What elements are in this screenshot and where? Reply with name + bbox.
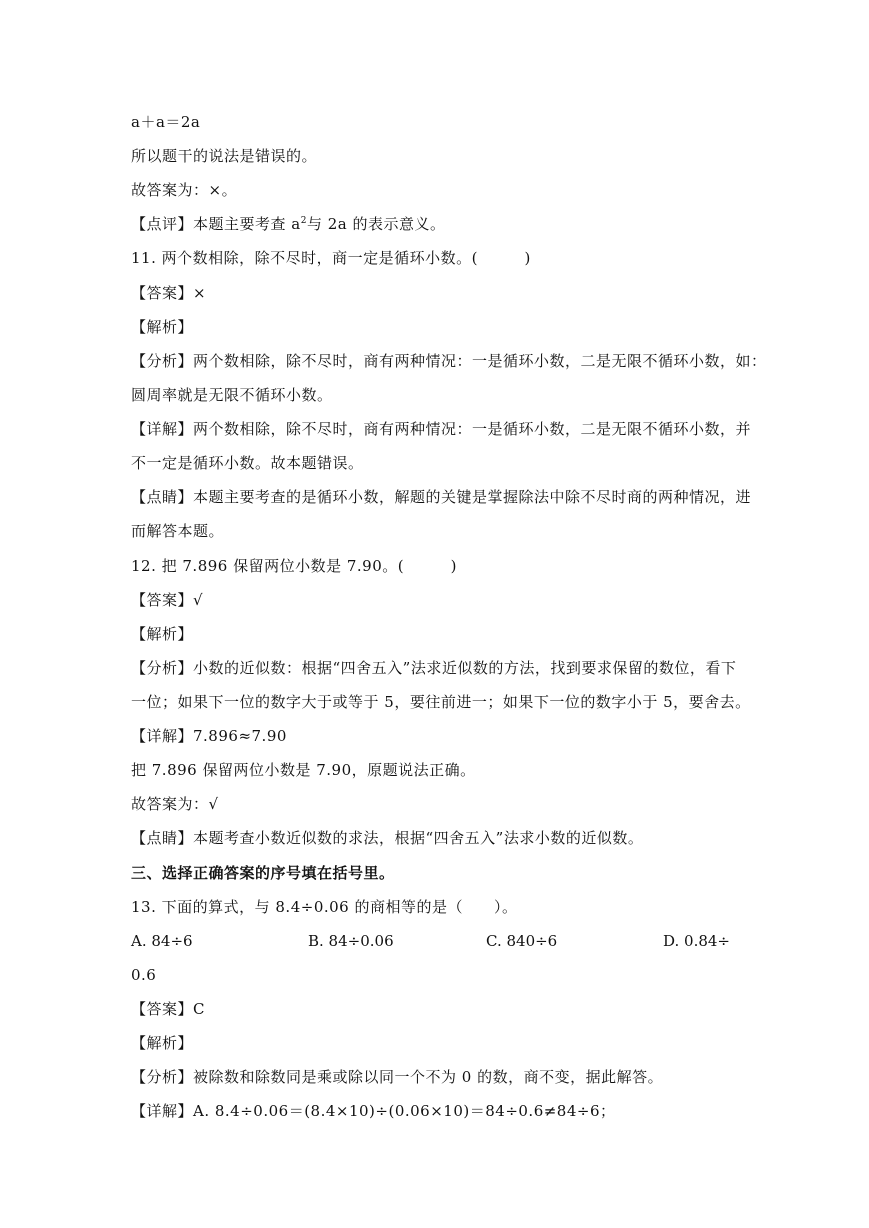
remark-11-line-2: 而解答本题。 (131, 522, 225, 540)
section-heading: 三、选择正确答案的序号填在括号里。 (131, 864, 395, 882)
answer-13: 【答案】C (131, 1000, 205, 1018)
answer-12-final: 故答案为：√ (131, 795, 219, 813)
exponent: 2 (300, 216, 307, 226)
analysis-heading-12: 【解析】 (131, 625, 194, 643)
option-d: D. 0.84÷ (663, 932, 730, 950)
question-11: 11. 两个数相除，除不尽时，商一定是循环小数。( ) (131, 249, 531, 267)
comment-text-a: 【点评】本题主要考查 a (131, 215, 301, 233)
remark-11-line-1: 【点睛】本题主要考查的是循环小数，解题的关键是掌握除法中除不尽时商的两种情况，进 (131, 488, 752, 506)
comment-text-b: 与 2a 的表示意义。 (306, 215, 446, 233)
analysis-heading-11: 【解析】 (131, 318, 194, 336)
question-13: 13. 下面的算式，与 8.4÷0.06 的商相等的是（ ）。 (131, 898, 518, 916)
comment-line (131, 213, 445, 235)
analysis-12-line-1: 【分析】小数的近似数：根据“四舍五入”法求近似数的方法，找到要求保留的数位，看下 (131, 659, 737, 677)
option-b: B. 84÷0.06 (308, 932, 394, 950)
analysis-12-line-2: 一位；如果下一位的数字大于或等于 5，要往前进一；如果下一位的数字小于 5，要舍去。 (131, 693, 751, 711)
question-12: 12. 把 7.896 保留两位小数是 7.90。( ) (131, 557, 457, 575)
option-a: A. 84÷6 (131, 932, 193, 950)
equation-line: a＋a＝2a (131, 113, 201, 131)
answer-11: 【答案】× (131, 284, 207, 302)
answer-12: 【答案】√ (131, 591, 204, 609)
option-c: C. 840÷6 (486, 932, 558, 950)
detail-12-line-1: 【详解】7.896≈7.90 (131, 727, 287, 745)
detail-13: 【详解】A. 8.4÷0.06＝(8.4×10)÷(0.06×10)＝84÷0.6≠84÷6； (131, 1102, 616, 1120)
analysis-13: 【分析】被除数和除数同是乘或除以同一个不为 0 的数，商不变，据此解答。 (131, 1068, 664, 1086)
detail-11-line-1: 【详解】两个数相除，除不尽时，商有两种情况：一是循环小数，二是无限不循环小数，并 (131, 420, 752, 438)
remark-12: 【点睛】本题考查小数近似数的求法，根据“四舍五入”法求小数的近似数。 (131, 829, 644, 847)
analysis-11-line-1: 【分析】两个数相除，除不尽时，商有两种情况：一是循环小数，二是无限不循环小数，如： (131, 352, 767, 370)
answer-line: 故答案为：×。 (131, 181, 238, 199)
conclusion-line: 所以题干的说法是错误的。 (131, 147, 318, 165)
detail-11-line-2: 不一定是循环小数。故本题错误。 (131, 454, 364, 472)
option-d-continued: 0.6 (131, 966, 157, 984)
analysis-11-line-2: 圆周率就是无限不循环小数。 (131, 386, 333, 404)
analysis-heading-13: 【解析】 (131, 1034, 194, 1052)
detail-12-line-2: 把 7.896 保留两位小数是 7.90，原题说法正确。 (131, 761, 476, 779)
